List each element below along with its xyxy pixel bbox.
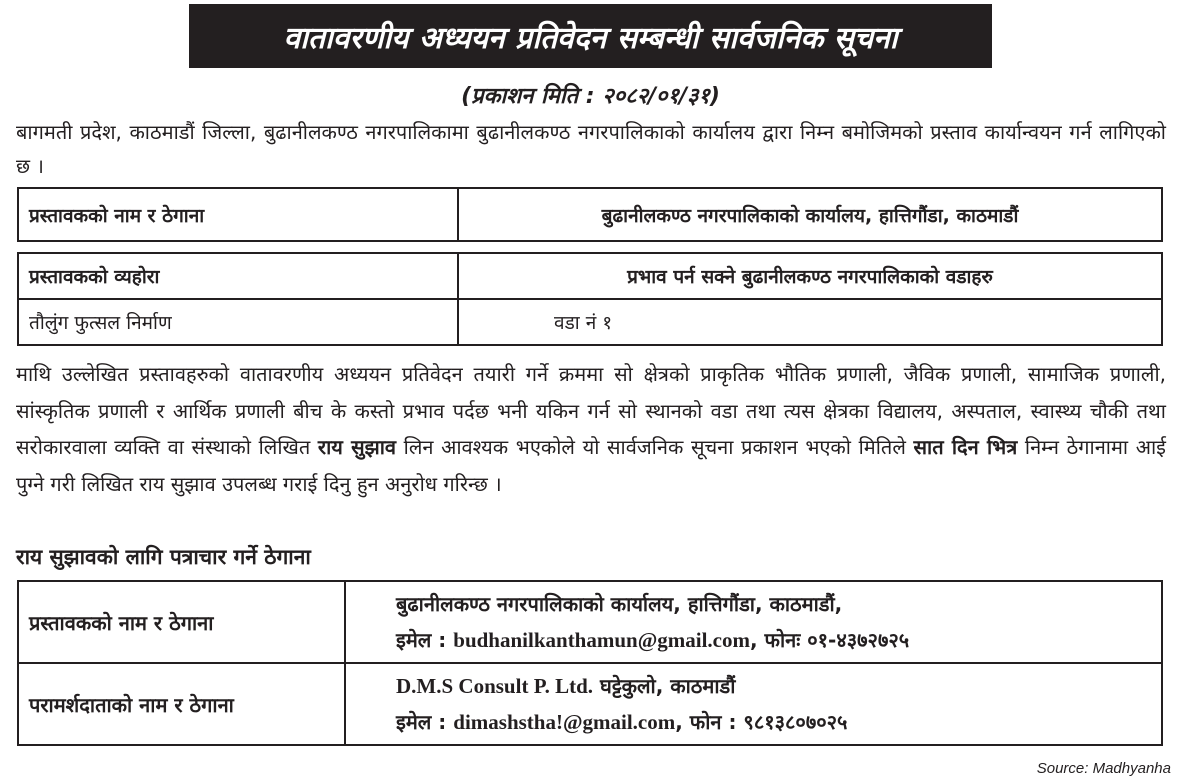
contact-label-proponent: प्रस्तावकको नाम र ठेगाना bbox=[18, 581, 345, 663]
table-row bbox=[18, 299, 1162, 345]
project-table bbox=[17, 252, 1163, 346]
project-name: तौलुंग फुत्सल निर्माण bbox=[18, 299, 458, 345]
contact-heading: राय सुझावको लागि पत्राचार गर्ने ठेगाना bbox=[16, 545, 311, 569]
phone-value: , फोनः ०१-४३७२७२५ bbox=[749, 628, 910, 652]
notice-title: वातावरणीय अध्ययन प्रतिवेदन सम्बन्धी सार्वजनिक सूचना bbox=[189, 4, 992, 68]
body-text-1: माथि उल्लेखित प्रस्तावहरुको वातावरणीय अध्ययन प्रतिवेदन तयारी गर्ने क्रममा सो क्षेत्रको प्राकृतिक भौतिक प्रणाली, जैविक प्रणाली, सामाजिक प्रणाली, सांस्कृतिक प्रणाली र आर्थिक प्रणाली बीच के कस्तो प्रभाव पर्दछ भनी यकिन गर्न सो स्थानको वडा तथा त्यस क्षेत्रका विद्यालय, अस्पताल, स्वास्थ्य चौकी तथा सरोकारवाला व्यक्ति वा संस्थाको लिखित bbox=[16, 362, 1166, 459]
body-bold-1: राय सुझाव bbox=[317, 435, 397, 459]
contact-email-line bbox=[356, 622, 1151, 658]
publish-date: (प्रकाशन मिति : २०८२/०१/३१) bbox=[461, 84, 720, 109]
email-label: इमेल : bbox=[396, 628, 454, 652]
project-head-right: प्रभाव पर्न सक्ने बुढानीलकण्ठ नगरपालिकाको वडाहरु bbox=[458, 253, 1162, 299]
body-bold-2: सात दिन भित्र bbox=[913, 435, 1018, 459]
contact-detail-consultant bbox=[345, 663, 1162, 745]
intro-paragraph: बागमती प्रदेश, काठमाडौं जिल्ला, बुढानीलकण्ठ नगरपालिकामा बुढानीलकण्ठ नगरपालिकाको कार्यालय द्वारा निम्न बमोजिमको प्रस्ताव कार्यान्वयन गर्न लागिएको छ । bbox=[16, 120, 1166, 178]
body-text-2: लिन आवश्यक भएकोले यो सार्वजनिक सूचना प्रकाशन भएको मितिले bbox=[396, 435, 914, 459]
email-label: इमेल : bbox=[396, 710, 454, 734]
consultant-address bbox=[356, 668, 1151, 704]
contact-detail-proponent bbox=[345, 581, 1162, 663]
consultant-location: घट्टेकुलो, काठमाडौं bbox=[593, 674, 736, 698]
consultant-email-line bbox=[356, 704, 1151, 740]
email-value: budhanilkanthamun@gmail.com bbox=[453, 628, 750, 652]
table-header-row bbox=[18, 253, 1162, 299]
consultant-company: D.M.S Consult P. Ltd. bbox=[396, 674, 594, 698]
proponent-table bbox=[17, 187, 1163, 242]
contact-label-consultant: परामर्शदाताको नाम र ठेगाना bbox=[18, 663, 345, 745]
body-text-3: निम्न ठेगानामा आई पुग्ने गरी लिखित राय सुझाव उपलब्ध गराई दिनु हुन अनुरोध गरिन्छ । bbox=[16, 435, 1167, 496]
source-credit: Source: Madhyanha bbox=[1036, 760, 1171, 777]
table-row bbox=[18, 581, 1162, 663]
proponent-label: प्रस्तावकको नाम र ठेगाना bbox=[18, 188, 458, 241]
proponent-value: बुढानीलकण्ठ नगरपालिकाको कार्यालय, हात्तिगौंडा, काठमाडौं bbox=[458, 188, 1162, 241]
project-head-left: प्रस्तावकको व्यहोरा bbox=[18, 253, 458, 299]
table-row bbox=[18, 663, 1162, 745]
contact-address: बुढानीलकण्ठ नगरपालिकाको कार्यालय, हात्तिगौंडा, काठमाडौं, bbox=[396, 592, 843, 616]
table-row bbox=[18, 188, 1162, 241]
contact-table bbox=[17, 580, 1163, 746]
body-paragraph bbox=[16, 356, 1166, 502]
phone-value: , फोन : ९८१३८०७०२५ bbox=[675, 710, 848, 734]
project-ward: वडा नं १ bbox=[458, 299, 1162, 345]
email-value: dimashstha!@gmail.com bbox=[453, 710, 676, 734]
